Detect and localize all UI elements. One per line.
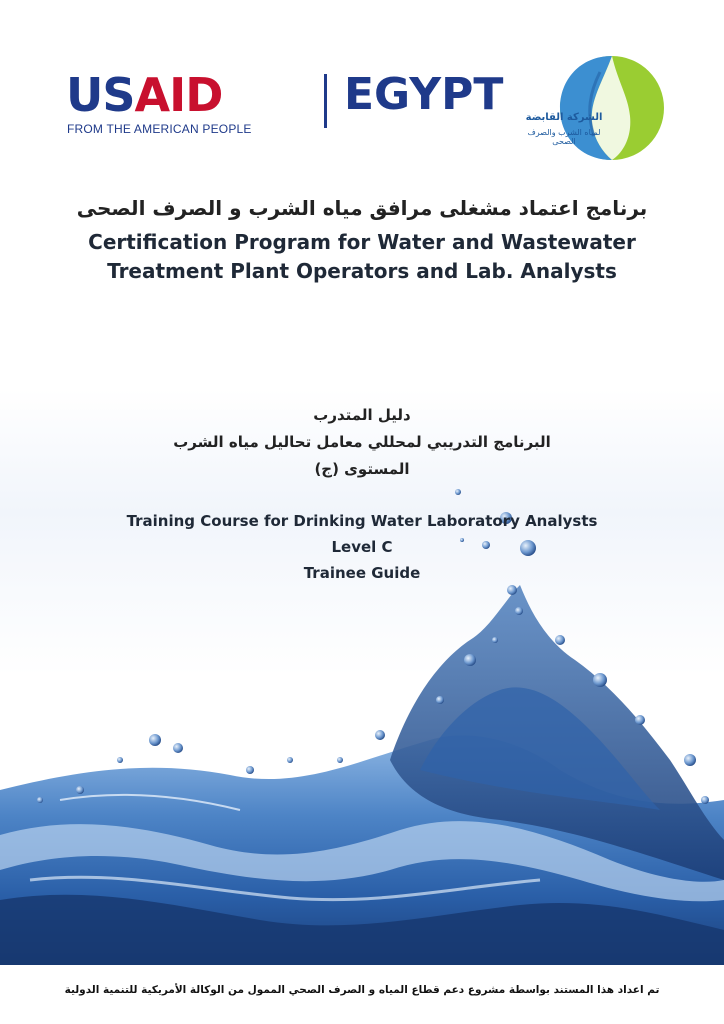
guide-arabic-line3: المستوى (ج) xyxy=(314,460,410,478)
program-title-english xyxy=(60,228,664,286)
guide-english-line2: Level C xyxy=(331,538,393,556)
guide-english-line1: Training Course for Drinking Water Laboratory Analysts xyxy=(126,512,598,530)
guide-english-line3: Trainee Guide xyxy=(303,564,421,582)
logo-divider xyxy=(324,74,327,128)
holding-company-subtitle: لمياه الشرب والصرف الصحى xyxy=(527,128,601,146)
holding-company-logo xyxy=(520,52,668,172)
holding-company-name: الشركة القابضة xyxy=(525,112,603,123)
program-title-arabic: برنامج اعتماد مشغلى مرافق مياه الشرب و الصرف الصحى xyxy=(76,196,648,220)
egypt-wordmark: EGYPT xyxy=(344,69,504,120)
usaid-wordmark xyxy=(66,68,223,122)
guide-arabic-line1: دليل المتدرب xyxy=(313,406,411,424)
program-title-line2: Treatment Plant Operators and Lab. Analysts xyxy=(107,259,617,283)
usaid-tagline: FROM THE AMERICAN PEOPLE xyxy=(67,122,252,136)
guide-arabic-block xyxy=(60,402,664,483)
guide-english-block xyxy=(60,508,664,586)
usaid-logo xyxy=(66,68,504,142)
guide-arabic-line2: البرنامج التدريبي لمحللي معامل تحاليل مياه الشرب xyxy=(173,433,551,451)
usaid-aid: AID xyxy=(134,68,223,122)
program-title-line1: Certification Program for Water and Wastewater xyxy=(88,230,636,254)
usaid-us: US xyxy=(66,68,135,122)
footer-credit: تم اعداد هذا المستند بواسطة مشروع دعم قطاع المياه و الصرف الصحي الممول من الوكالة الأمريكية للتنمية الدولية xyxy=(64,984,660,996)
